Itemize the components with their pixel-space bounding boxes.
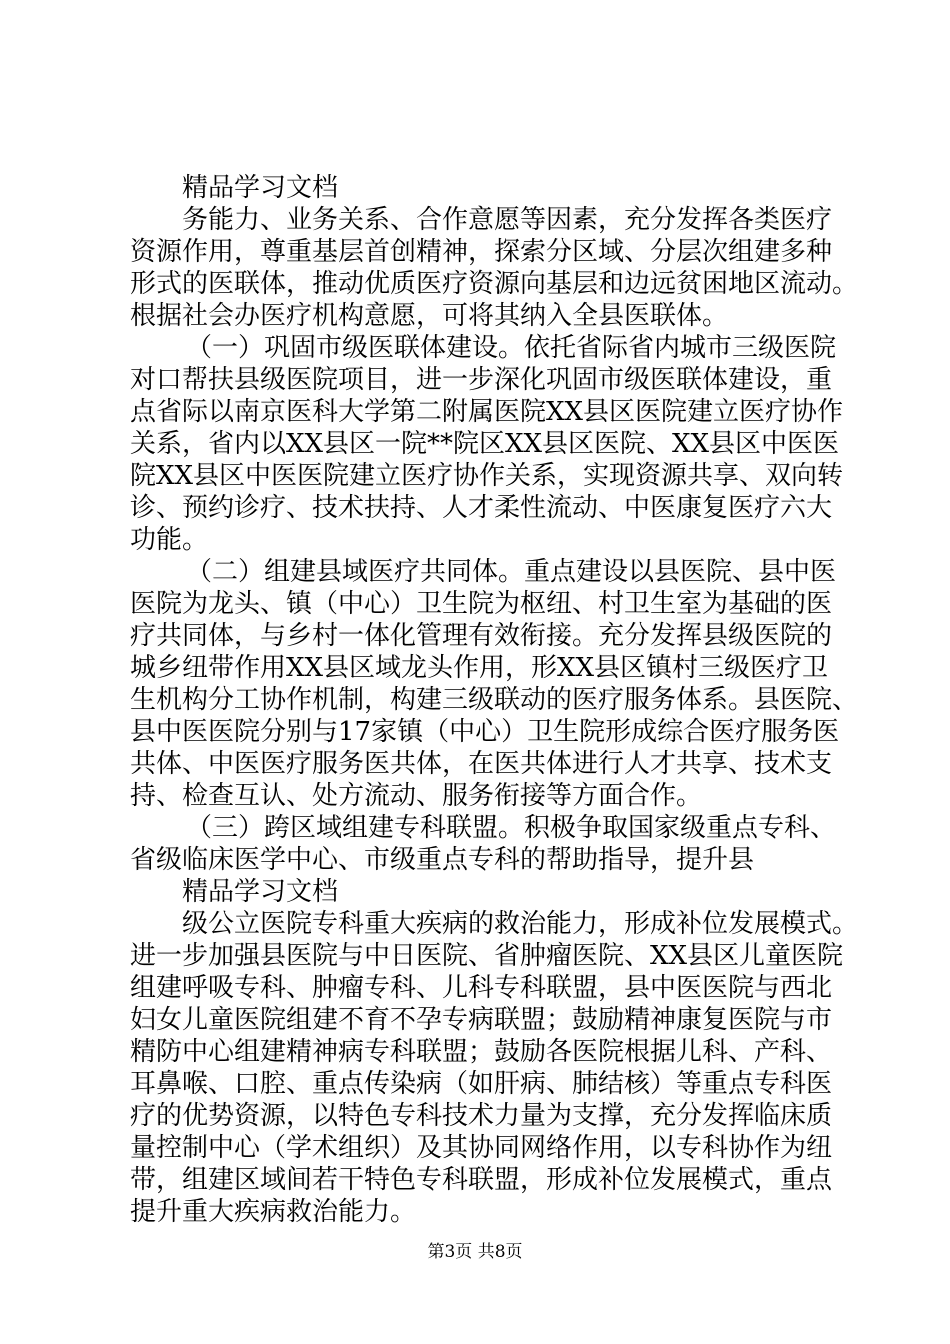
body-line: 生机构分工协作机制，构建三级联动的医疗服务体系。县医院、 <box>130 685 859 715</box>
header-label-middle: 精品学习文档 <box>182 877 339 907</box>
body-line: 疗的优势资源，以特色专科技术力量为支撑，充分发挥临床质 <box>130 1101 833 1131</box>
body-line: 量控制中心（学术组织）及其协同网络作用，以专科协作为纽 <box>130 1133 833 1163</box>
body-line: 务能力、业务关系、合作意愿等因素，充分发挥各类医疗 <box>182 205 833 235</box>
body-line: 耳鼻喉、口腔、重点传染病（如肝病、肺结核）等重点专科医 <box>130 1069 833 1099</box>
body-line: 功能。 <box>130 525 209 555</box>
body-line: 省级临床医学中心、市级重点专科的帮助指导，提升县 <box>130 845 755 875</box>
body-line: 关系，省内以XX县区一院**院区XX县区医院、XX县区中医医 <box>130 429 840 459</box>
body-line: 形式的医联体，推动优质医疗资源向基层和边远贫困地区流动。 <box>130 269 859 299</box>
body-line: 提升重大疾病救治能力。 <box>130 1197 417 1227</box>
body-line: 县中医医院分别与17家镇（中心）卫生院形成综合医疗服务医 <box>130 717 840 747</box>
body-line: （三）跨区域组建专科联盟。积极争取国家级重点专科、 <box>186 813 837 843</box>
body-line: 医院为龙头、镇（中心）卫生院为枢纽、村卫生室为基础的医 <box>130 589 833 619</box>
body-line: 妇女儿童医院组建不育不孕专病联盟；鼓励精神康复医院与市 <box>130 1005 833 1035</box>
body-line: （一）巩固市级医联体建设。依托省际省内城市三级医院 <box>186 333 837 363</box>
body-line: 进一步加强县医院与中日医院、省肿瘤医院、XX县区儿童医院 <box>130 941 844 971</box>
body-line: 点省际以南京医科大学第二附属医院XX县区医院建立医疗协作 <box>130 397 844 427</box>
body-line: 级公立医院专科重大疾病的救治能力，形成补位发展模式。 <box>182 909 859 939</box>
body-line: 对口帮扶县级医院项目，进一步深化巩固市级医联体建设，重 <box>130 365 833 395</box>
body-line: 根据社会办医疗机构意愿，可将其纳入全县医联体。 <box>130 301 729 331</box>
page-number: 第3页 共8页 <box>427 1242 523 1262</box>
body-line: 资源作用，尊重基层首创精神，探索分区域、分层次组建多种 <box>130 237 833 267</box>
body-line: 持、检查互认、处方流动、服务衔接等方面合作。 <box>130 781 703 811</box>
body-line: 城乡纽带作用XX县区域龙头作用，形XX县区镇村三级医疗卫 <box>130 653 829 683</box>
body-line: 诊、预约诊疗、技术扶持、人才柔性流动、中医康复医疗六大 <box>130 493 833 523</box>
body-line: 疗共同体，与乡村一体化管理有效衔接。充分发挥县级医院的 <box>130 621 833 651</box>
body-line: （二）组建县域医疗共同体。重点建设以县医院、县中医 <box>186 557 837 587</box>
header-label-top: 精品学习文档 <box>182 173 339 203</box>
body-line: 带，组建区域间若干特色专科联盟，形成补位发展模式，重点 <box>130 1165 833 1195</box>
body-line: 院XX县区中医医院建立医疗协作关系，实现资源共享、双向转 <box>130 461 844 491</box>
body-line: 组建呼吸专科、肿瘤专科、儿科专科联盟，县中医医院与西北 <box>130 973 833 1003</box>
body-line: 精防中心组建精神病专科联盟；鼓励各医院根据儿科、产科、 <box>130 1037 833 1067</box>
body-line: 共体、中医医疗服务医共体，在医共体进行人才共享、技术支 <box>130 749 833 779</box>
